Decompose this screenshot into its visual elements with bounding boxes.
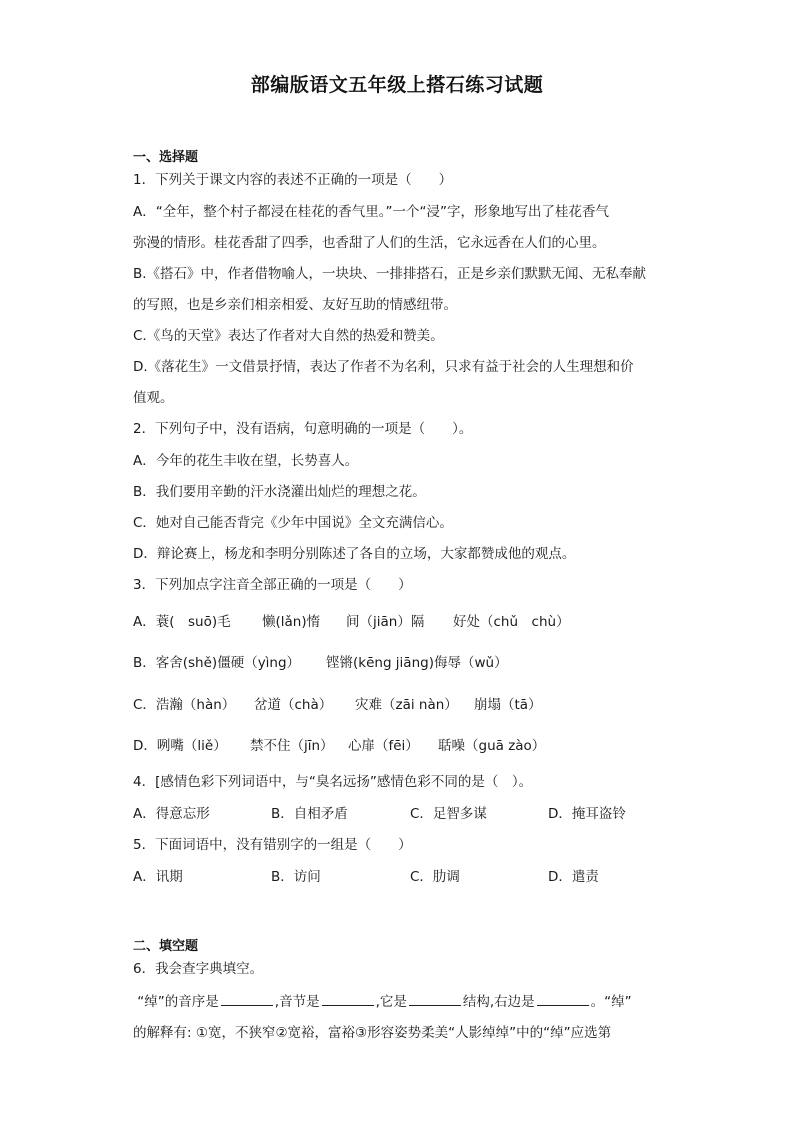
question-2-stem: 2．下列句子中，没有语病，句意明确的一项是（ ）。 bbox=[133, 421, 473, 437]
question-3-option-b-1: B．客舍(shě)僵硬（yìng） bbox=[133, 655, 301, 671]
question-6-definitions: 的解释有: ①宽，不狭窄②宽裕，富裕③形容姿势柔美“人影绰绰”中的“绰”应选第 bbox=[133, 1025, 612, 1041]
answer-blank-4[interactable] bbox=[537, 993, 589, 1006]
question-4-option-c: C．足智多谋 bbox=[410, 806, 487, 822]
question-3-option-d-2: 禁不住（jīn） bbox=[250, 738, 334, 754]
fill-text-5: 。“绰” bbox=[590, 994, 632, 1010]
question-1-option-b-line1: B.《搭石》中，作者借物喻人，一块块、一排排搭石，正是乡亲们默默无闻、无私奉献 bbox=[133, 266, 647, 282]
question-1-option-d-line2: 值观。 bbox=[133, 390, 174, 406]
question-3-option-c-1: C．浩瀚（hàn） bbox=[133, 697, 236, 713]
question-2-option-b: B．我们要用辛勤的汗水浇灌出灿烂的理想之花。 bbox=[133, 484, 426, 500]
answer-blank-3[interactable] bbox=[409, 993, 461, 1006]
question-6-fill-line bbox=[133, 993, 663, 1011]
fill-text-3: ,它是 bbox=[375, 994, 407, 1010]
section-heading-choice: 一、选择题 bbox=[133, 150, 199, 165]
question-2-option-d: D．辩论赛上，杨龙和李明分别陈述了各自的立场，大家都赞成他的观点。 bbox=[133, 546, 576, 562]
question-1-stem: 1．下列关于课文内容的表述不正确的一项是（ ） bbox=[133, 172, 453, 188]
question-1-option-c: C.《鸟的天堂》表达了作者对大自然的热爱和赞美。 bbox=[133, 328, 444, 344]
question-3-option-c-2: 岔道（chà） bbox=[254, 697, 333, 713]
question-1-option-a-line2: 弥漫的情形。桂花香甜了四季，也香甜了人们的生活，它永远香在人们的心里。 bbox=[133, 235, 606, 251]
question-4-option-b: B．自相矛盾 bbox=[271, 806, 348, 822]
question-3-option-c-3: 灾难（zāi nàn） bbox=[355, 697, 458, 713]
question-3-option-d-3: 心扉（fēi） bbox=[348, 738, 419, 754]
question-3-option-d-4: 聒噪（guā zào） bbox=[438, 738, 546, 754]
section-heading-fill: 二、填空题 bbox=[133, 939, 199, 954]
question-5-option-a: A．讯期 bbox=[133, 869, 183, 885]
question-1-option-d-line1: D.《落花生》一文借景抒情，表达了作者不为名利，只求有益于社会的人生理想和价 bbox=[133, 359, 634, 375]
answer-blank-1[interactable] bbox=[221, 993, 273, 1006]
question-5-option-d: D．遣责 bbox=[548, 869, 599, 885]
question-4-stem: 4．[感情色彩下列词语中，与“臭名远扬”感情色彩不同的是（ ）。 bbox=[133, 774, 533, 790]
question-6-stem: 6．我会查字典填空。 bbox=[133, 961, 264, 977]
question-4-option-d: D．掩耳盗铃 bbox=[548, 806, 626, 822]
page-title: 部编版语文五年级上搭石练习试题 bbox=[250, 74, 544, 96]
question-5-option-c: C．肋调 bbox=[410, 869, 460, 885]
question-3-option-a-3: 间（jiān）隔 bbox=[346, 614, 425, 630]
question-3-option-a-4: 好处（chǔ chù） bbox=[453, 614, 570, 630]
question-3-option-a-2: 懒(lǎn)惰 bbox=[262, 614, 321, 630]
question-3-stem: 3．下列加点字注音全部正确的一项是（ ） bbox=[133, 577, 412, 593]
question-5-option-b: B．访问 bbox=[271, 869, 321, 885]
answer-blank-2[interactable] bbox=[322, 993, 374, 1006]
fill-text-4: 结构,右边是 bbox=[462, 994, 535, 1010]
question-5-stem: 5．下面词语中，没有错别字的一组是（ ） bbox=[133, 837, 412, 853]
question-3-option-d-1: D．咧嘴（liě） bbox=[133, 738, 227, 754]
question-1-option-b-line2: 的写照，也是乡亲们相亲相爱、友好互助的情感纽带。 bbox=[133, 297, 457, 313]
question-3-option-c-4: 崩塌（tā） bbox=[474, 697, 542, 713]
question-2-option-c: C．她对自己能否背完《少年中国说》全文充满信心。 bbox=[133, 515, 453, 531]
fill-text-2: ,音节是 bbox=[274, 994, 320, 1010]
question-3-option-b-2: 铿锵(kēng jiāng)侮辱（wǔ） bbox=[326, 655, 508, 671]
question-2-option-a: A．今年的花生丰收在望，长势喜人。 bbox=[133, 453, 359, 469]
fill-text-1: “绰”的音序是 bbox=[133, 994, 219, 1010]
question-4-option-a: A．得意忘形 bbox=[133, 806, 210, 822]
question-3-option-a-1: A．蓑( suō)毛 bbox=[133, 614, 231, 630]
question-1-option-a-line1: A．“全年，整个村子都浸在桂花的香气里。”一个“浸”字，形象地写出了桂花香气 bbox=[133, 204, 609, 220]
